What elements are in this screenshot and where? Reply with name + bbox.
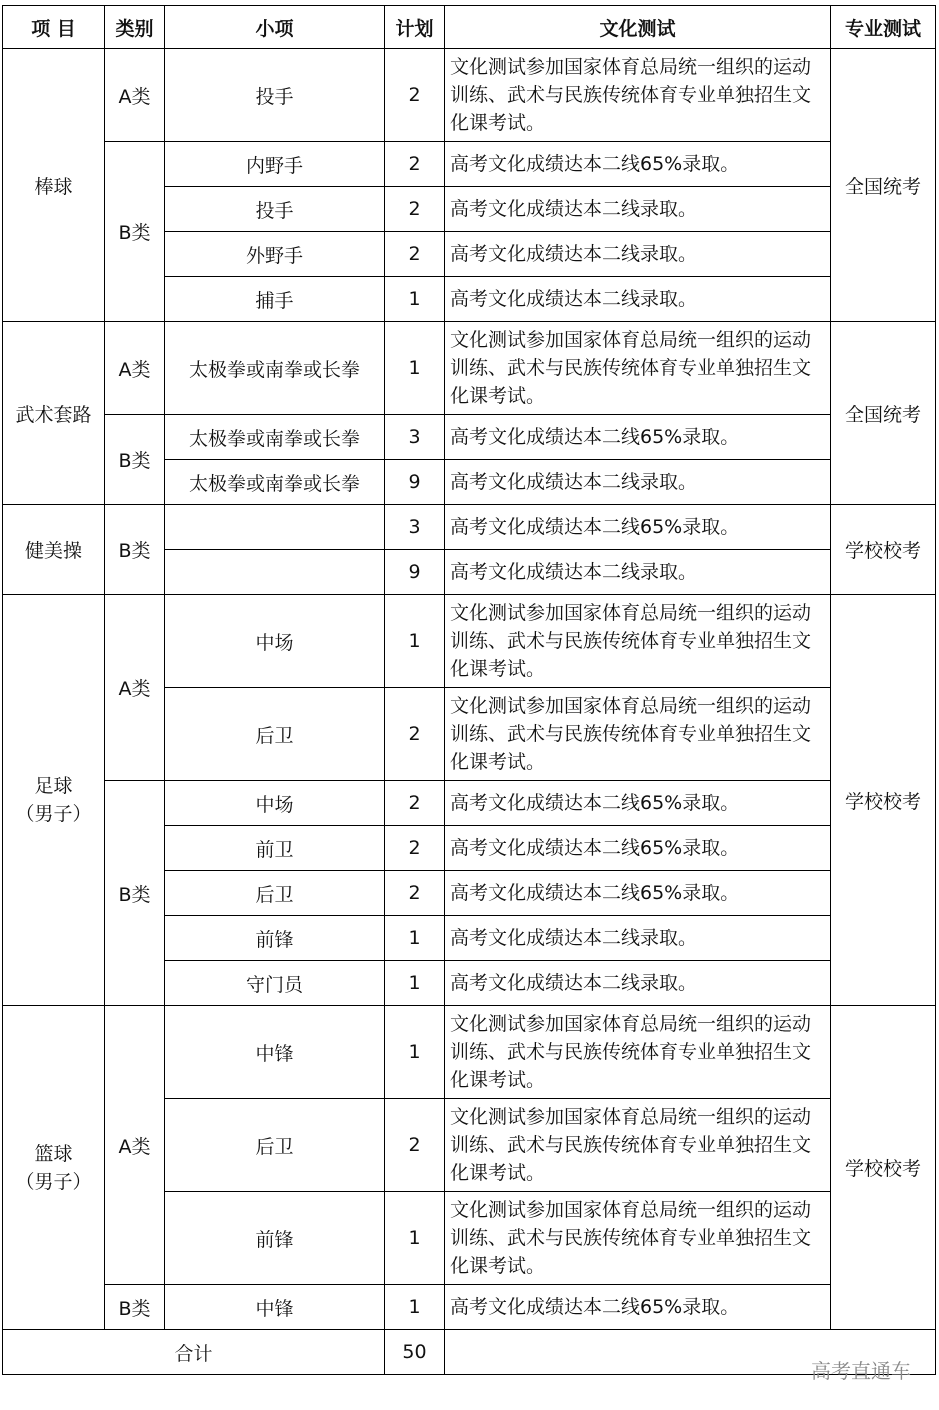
item-cell: 守门员 xyxy=(165,961,385,1006)
item-cell: 中场 xyxy=(165,595,385,688)
plan-cell: 1 xyxy=(385,1285,445,1330)
table-row xyxy=(3,142,936,187)
category-cell: B类 xyxy=(105,415,165,505)
category-cell: B类 xyxy=(105,1285,165,1330)
table-row xyxy=(3,505,936,550)
plan-cell: 1 xyxy=(385,916,445,961)
item-cell xyxy=(165,550,385,595)
culture-cell: 文化测试参加国家体育总局统一组织的运动训练、武术与民族传统体育专业单独招生文化课考试。 xyxy=(445,49,831,142)
sport-gender: （男子） xyxy=(15,1170,92,1193)
item-cell xyxy=(165,505,385,550)
item-cell: 太极拳或南拳或长拳 xyxy=(165,460,385,505)
plan-cell: 9 xyxy=(385,550,445,595)
plan-cell: 1 xyxy=(385,277,445,322)
item-cell: 太极拳或南拳或长拳 xyxy=(165,415,385,460)
culture-cell: 高考文化成绩达本二线65%录取。 xyxy=(445,505,831,550)
watermark: 高考直通车 xyxy=(811,1359,911,1383)
header-project: 项 目 xyxy=(3,6,105,49)
table-row xyxy=(3,322,936,415)
sport-gender: （男子） xyxy=(15,803,92,825)
table-row xyxy=(3,49,936,142)
sport-wushu: 武术套路 xyxy=(3,322,105,505)
culture-cell: 高考文化成绩达本二线录取。 xyxy=(445,232,831,277)
culture-cell: 文化测试参加国家体育总局统一组织的运动训练、武术与民族传统体育专业单独招生文化课考试。 xyxy=(445,595,831,688)
culture-cell: 高考文化成绩达本二线录取。 xyxy=(445,961,831,1006)
table-row xyxy=(3,415,936,460)
plan-cell: 1 xyxy=(385,322,445,415)
sport-name: 足球 xyxy=(34,775,73,797)
culture-cell: 高考文化成绩达本二线65%录取。 xyxy=(445,871,831,916)
plan-cell: 9 xyxy=(385,460,445,505)
item-cell: 后卫 xyxy=(165,1099,385,1192)
table-row xyxy=(3,1285,936,1330)
culture-cell: 高考文化成绩达本二线录取。 xyxy=(445,916,831,961)
category-cell: B类 xyxy=(105,505,165,595)
professional-test-football: 学校校考 xyxy=(831,595,936,1006)
plan-cell: 2 xyxy=(385,49,445,142)
culture-cell: 高考文化成绩达本二线65%录取。 xyxy=(445,826,831,871)
plan-cell: 1 xyxy=(385,1192,445,1285)
culture-cell: 高考文化成绩达本二线录取。 xyxy=(445,187,831,232)
culture-cell: 文化测试参加国家体育总局统一组织的运动训练、武术与民族传统体育专业单独招生文化课考试。 xyxy=(445,322,831,415)
sport-baseball: 棒球 xyxy=(3,49,105,322)
plan-cell: 2 xyxy=(385,232,445,277)
header-professional-test: 专业测试 xyxy=(831,6,936,49)
item-cell: 太极拳或南拳或长拳 xyxy=(165,322,385,415)
culture-cell: 高考文化成绩达本二线录取。 xyxy=(445,550,831,595)
total-label: 合计 xyxy=(3,1330,385,1375)
culture-cell: 高考文化成绩达本二线录取。 xyxy=(445,460,831,505)
header-plan: 计划 xyxy=(385,6,445,49)
table-header-row xyxy=(3,6,936,49)
culture-cell: 高考文化成绩达本二线65%录取。 xyxy=(445,142,831,187)
header-culture-test: 文化测试 xyxy=(445,6,831,49)
plan-cell: 2 xyxy=(385,142,445,187)
plan-cell: 2 xyxy=(385,826,445,871)
plan-cell: 2 xyxy=(385,1099,445,1192)
category-cell: B类 xyxy=(105,781,165,1006)
plan-cell: 2 xyxy=(385,688,445,781)
plan-cell: 2 xyxy=(385,871,445,916)
header-category: 类别 xyxy=(105,6,165,49)
culture-cell: 高考文化成绩达本二线65%录取。 xyxy=(445,415,831,460)
professional-test-baseball: 全国统考 xyxy=(831,49,936,322)
table-row xyxy=(3,595,936,688)
admission-plan-table xyxy=(2,5,936,1375)
plan-cell: 1 xyxy=(385,961,445,1006)
item-cell: 投手 xyxy=(165,187,385,232)
item-cell: 后卫 xyxy=(165,688,385,781)
culture-cell: 文化测试参加国家体育总局统一组织的运动训练、武术与民族传统体育专业单独招生文化课考试。 xyxy=(445,1099,831,1192)
culture-cell: 文化测试参加国家体育总局统一组织的运动训练、武术与民族传统体育专业单独招生文化课考试。 xyxy=(445,1192,831,1285)
sport-name: 篮球 xyxy=(34,1142,73,1165)
culture-cell: 文化测试参加国家体育总局统一组织的运动训练、武术与民族传统体育专业单独招生文化课考试。 xyxy=(445,688,831,781)
total-row xyxy=(3,1330,936,1375)
item-cell: 前卫 xyxy=(165,826,385,871)
category-cell: A类 xyxy=(105,1006,165,1285)
table-row xyxy=(3,1006,936,1099)
sport-basketball xyxy=(3,1006,105,1330)
category-cell: B类 xyxy=(105,142,165,322)
item-cell: 投手 xyxy=(165,49,385,142)
culture-cell: 高考文化成绩达本二线录取。 xyxy=(445,277,831,322)
item-cell: 内野手 xyxy=(165,142,385,187)
plan-cell: 3 xyxy=(385,415,445,460)
culture-cell: 文化测试参加国家体育总局统一组织的运动训练、武术与民族传统体育专业单独招生文化课考试。 xyxy=(445,1006,831,1099)
plan-cell: 1 xyxy=(385,595,445,688)
table-row xyxy=(3,781,936,826)
plan-cell: 3 xyxy=(385,505,445,550)
plan-cell: 2 xyxy=(385,781,445,826)
header-item: 小项 xyxy=(165,6,385,49)
item-cell: 捕手 xyxy=(165,277,385,322)
item-cell: 前锋 xyxy=(165,1192,385,1285)
professional-test-wushu: 全国统考 xyxy=(831,322,936,505)
plan-cell: 2 xyxy=(385,187,445,232)
item-cell: 中锋 xyxy=(165,1285,385,1330)
culture-cell: 高考文化成绩达本二线65%录取。 xyxy=(445,1285,831,1330)
item-cell: 中场 xyxy=(165,781,385,826)
sport-aerobics: 健美操 xyxy=(3,505,105,595)
total-value: 50 xyxy=(385,1330,445,1375)
category-cell: A类 xyxy=(105,322,165,415)
item-cell: 外野手 xyxy=(165,232,385,277)
item-cell: 前锋 xyxy=(165,916,385,961)
plan-cell: 1 xyxy=(385,1006,445,1099)
sport-football xyxy=(3,595,105,1006)
culture-cell: 高考文化成绩达本二线65%录取。 xyxy=(445,781,831,826)
professional-test-aerobics: 学校校考 xyxy=(831,505,936,595)
professional-test-basketball: 学校校考 xyxy=(831,1006,936,1330)
category-cell: A类 xyxy=(105,595,165,781)
item-cell: 后卫 xyxy=(165,871,385,916)
category-cell: A类 xyxy=(105,49,165,142)
item-cell: 中锋 xyxy=(165,1006,385,1099)
